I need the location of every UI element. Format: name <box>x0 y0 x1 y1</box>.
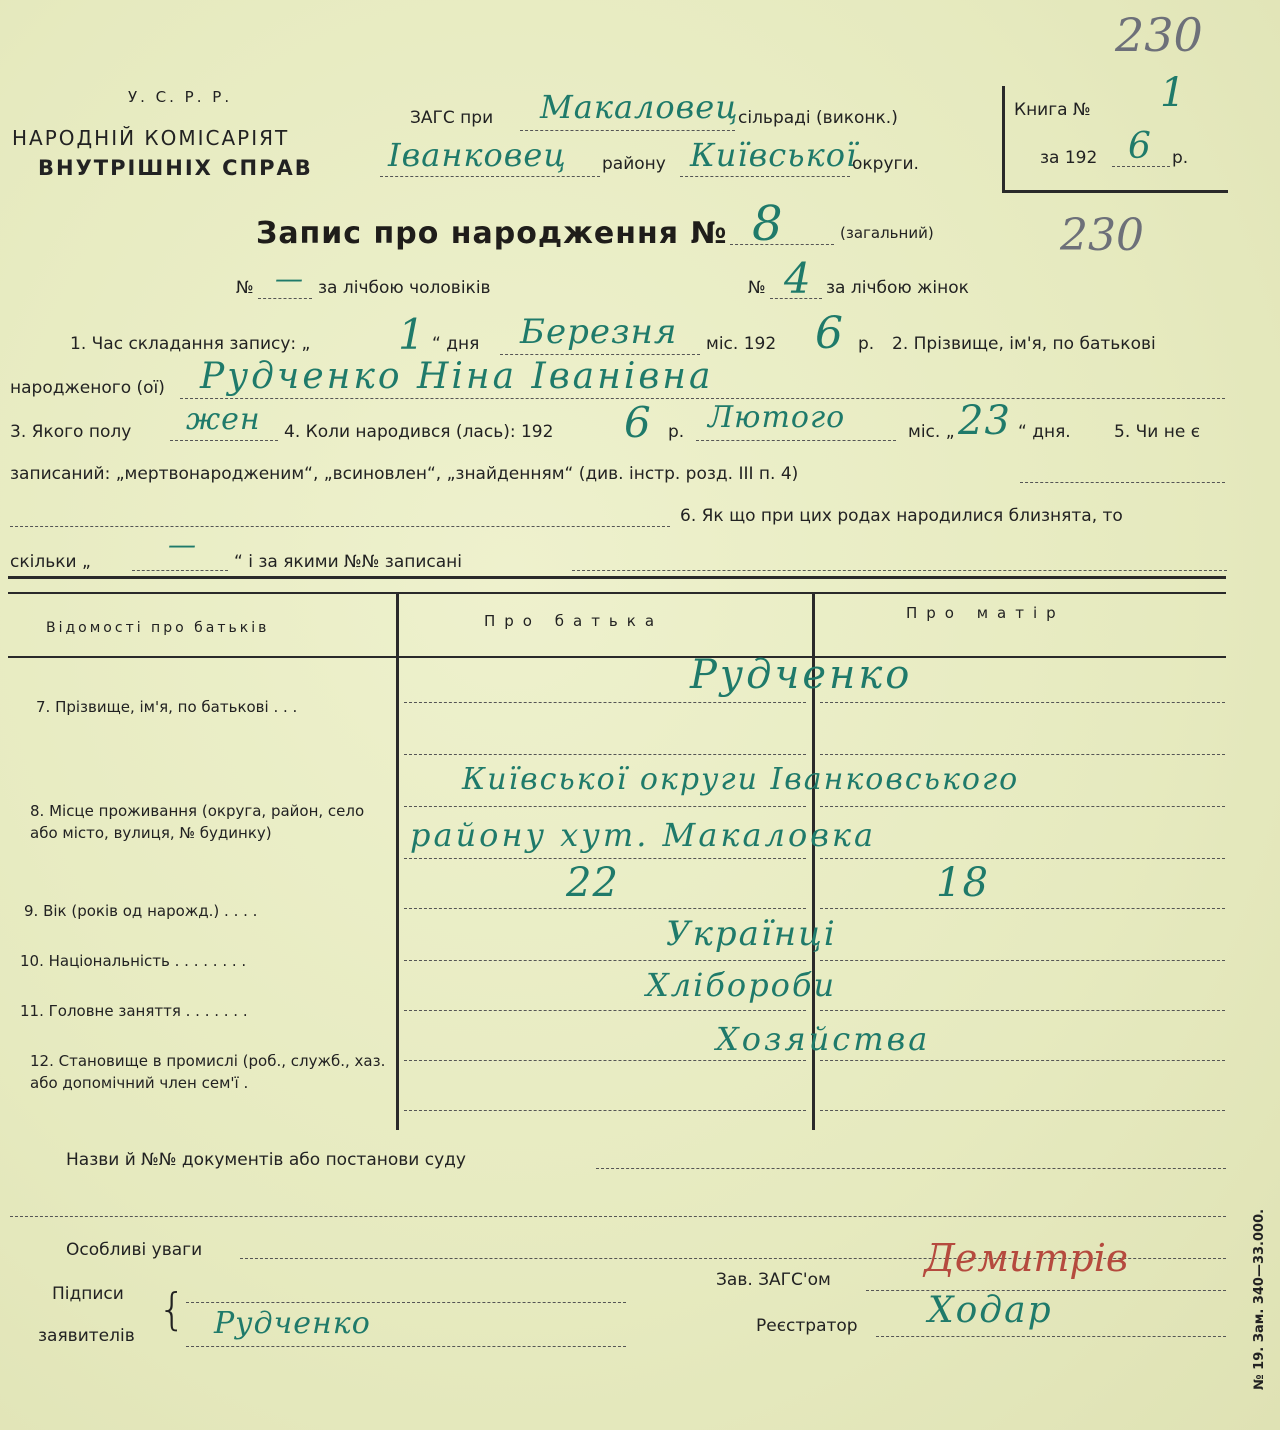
row9-label: 9. Вік (років од нарожд.) . . . . <box>24 902 258 920</box>
book-year-prefix: за 192 <box>1040 148 1098 168</box>
row3-label: 3. Якого полу <box>10 422 132 442</box>
row12-label: 12. Становище в промислі (роб., служб., хаз. або допомічний член сем'ї . <box>30 1052 386 1092</box>
cell-line-m4 <box>820 858 1225 859</box>
zags-prefix: ЗАГС при <box>410 108 494 128</box>
applicants-label-1: Підписи <box>52 1284 124 1304</box>
book-number-handwritten: 1 <box>1160 70 1187 116</box>
book-box-bottom <box>1002 190 1228 193</box>
cell-line-f7 <box>404 1010 806 1011</box>
cell-line-f3 <box>404 806 806 807</box>
row3-sex-line <box>170 440 278 441</box>
table-divider-1 <box>396 594 399 1130</box>
row1-year-suffix: р. <box>858 334 875 354</box>
row7-label: 7. Прізвище, ім'я, по батькові . . . <box>36 698 298 716</box>
district-handwritten: Іванковец <box>388 136 567 174</box>
documents-line <box>596 1168 1226 1169</box>
parents-surname-handwritten: Рудченко <box>690 652 913 698</box>
cell-line-m8 <box>820 1060 1225 1061</box>
men-value-handwritten: — <box>275 262 304 295</box>
head-signature: Демитрів <box>924 1236 1128 1280</box>
okruha-suffix: округи. <box>852 154 919 174</box>
status-handwritten: Хозяйства <box>716 1020 931 1058</box>
row8-label: 8. Місце проживання (округа, район, село або місто, вулиця, № будинку) <box>30 802 365 842</box>
table-col2-header: Про батька <box>484 612 664 630</box>
table-top-rule-2 <box>8 592 1226 594</box>
table-header-rule <box>8 656 1226 658</box>
row3-day-label: “ дня. <box>1018 422 1071 442</box>
table-col3-header: Про матір <box>906 604 1065 622</box>
record-number-handwritten: 8 <box>752 196 784 252</box>
men-prefix: № <box>236 278 254 298</box>
okruha-handwritten: Київської <box>690 136 858 174</box>
cell-line-m3 <box>820 806 1225 807</box>
cell-line-f8 <box>404 1060 806 1061</box>
row11-label: 11. Головне заняття . . . . . . . <box>20 1002 248 1020</box>
row10-label: 10. Національність . . . . . . . . <box>20 952 247 970</box>
cell-line-f4 <box>404 858 806 859</box>
book-year-handwritten: 6 <box>1128 126 1152 167</box>
birth-day-handwritten: 23 <box>958 398 1011 444</box>
book-box-left <box>1002 86 1005 192</box>
row3-item4: 4. Коли народився (лась): 192 <box>284 422 554 442</box>
applicants-line-2 <box>186 1346 626 1347</box>
cell-line-m1 <box>820 702 1225 703</box>
row2-label: народженого (ої) <box>10 378 165 398</box>
archive-number: 230 <box>1115 8 1203 62</box>
village-suffix: сільраді (виконк.) <box>738 108 898 128</box>
row3-year-suffix: р. <box>668 422 685 442</box>
documents-line-2 <box>10 1216 1226 1217</box>
occupation-handwritten: Хлібороби <box>646 966 837 1004</box>
cell-line-f5 <box>404 908 806 909</box>
record-number-line <box>730 244 834 245</box>
district-line <box>380 176 600 177</box>
republic-label: У. С. Р. Р. <box>128 88 233 106</box>
father-age-handwritten: 22 <box>566 860 619 906</box>
village-line <box>520 130 735 131</box>
row1-year-handwritten: 6 <box>815 308 844 359</box>
cell-line-f9 <box>404 1110 806 1111</box>
women-value-handwritten: 4 <box>784 254 812 303</box>
sex-handwritten: жен <box>186 402 261 437</box>
registrar-line <box>876 1336 1226 1337</box>
cell-line-f1 <box>404 702 806 703</box>
commissariat-label: НАРОДНІЙ КОМІСАРІЯТ <box>12 126 290 150</box>
head-label: Зав. ЗАГС'ом <box>716 1270 831 1290</box>
women-prefix: № <box>748 278 766 298</box>
book-year-line <box>1112 166 1170 167</box>
row5-text: 6. Як що при цих родах народилися близнята, то <box>680 506 1123 526</box>
row1-day-handwritten: 1 <box>398 310 426 359</box>
registrar-label: Реєстратор <box>756 1316 858 1336</box>
row6-suffix: “ і за якими №№ записані <box>234 552 463 572</box>
address-line2-handwritten: району хут. Макаловка <box>410 816 877 854</box>
row1-month-line <box>500 354 700 355</box>
record-title: Запис про народження № <box>256 216 728 251</box>
row4-text: записаний: „мертвонародженим“, „всиновлен“, „знайденням“ (див. інстр. розд. III п. 4) <box>10 464 799 484</box>
applicants-line-1 <box>186 1302 626 1303</box>
women-label: за лічбою жінок <box>826 278 969 298</box>
cell-line-m9 <box>820 1110 1225 1111</box>
row1-month-handwritten: Березня <box>520 312 678 352</box>
address-line1-handwritten: Київської округи Іванковського <box>462 762 1020 797</box>
men-line <box>258 298 312 299</box>
row2-line <box>180 398 1225 399</box>
cell-line-f6 <box>404 960 806 961</box>
side-print: № 19. Зам. 340—33.000. <box>1252 1208 1267 1390</box>
women-line <box>770 298 822 299</box>
archive-number-2: 230 <box>1060 210 1144 261</box>
row6-prefix: скільки „ <box>10 552 91 572</box>
row3-month-line <box>696 440 896 441</box>
row1-label: 1. Час складання запису: „ <box>70 334 311 354</box>
row5-line <box>10 526 670 527</box>
row1-day-label: “ дня <box>432 334 480 354</box>
table-top-rule <box>8 576 1226 579</box>
child-name-handwritten: Рудченко Ніна Іванівна <box>200 356 714 397</box>
applicant-signature: Рудченко <box>214 1306 371 1341</box>
mother-age-handwritten: 18 <box>936 860 989 906</box>
row6-line <box>572 570 1227 571</box>
book-year-suffix: р. <box>1172 148 1189 168</box>
cell-line-m7 <box>820 1010 1225 1011</box>
row6-dash-line <box>132 570 228 571</box>
registrar-signature: Ходар <box>928 1290 1053 1331</box>
cell-line-m5 <box>820 908 1225 909</box>
book-label: Книга № <box>1014 100 1091 120</box>
applicants-label-2: заявителів <box>38 1326 135 1346</box>
district-suffix: району <box>602 154 666 174</box>
notes-label: Особливі уваги <box>66 1240 203 1260</box>
okruha-line <box>680 176 850 177</box>
row1-item2: 2. Прізвище, ім'я, по батькові <box>892 334 1156 354</box>
row4-line <box>1020 482 1225 483</box>
cell-line-f2 <box>404 754 806 755</box>
nationality-handwritten: Українці <box>666 914 837 954</box>
birth-year-handwritten: 6 <box>624 398 652 447</box>
birth-month-handwritten: Лютого <box>708 400 846 435</box>
men-label: за лічбою чоловіків <box>318 278 491 298</box>
row3-item5: 5. Чи не є <box>1114 422 1201 442</box>
applicants-brace: { <box>158 1284 186 1335</box>
table-col1-header: Відомості про батьків <box>46 620 270 636</box>
affairs-label: ВНУТРІШНІХ СПРАВ <box>38 156 313 180</box>
documents-label: Назви й №№ документів або постанови суду <box>66 1150 466 1170</box>
cell-line-m6 <box>820 960 1225 961</box>
general-label: (загальний) <box>840 224 934 242</box>
row6-dash-handwritten: — <box>168 528 197 561</box>
row1-month-label: міс. 192 <box>706 334 777 354</box>
row3-month-label: міс. „ <box>908 422 955 442</box>
village-handwritten: Макаловец <box>540 88 739 126</box>
cell-line-m2 <box>820 754 1225 755</box>
